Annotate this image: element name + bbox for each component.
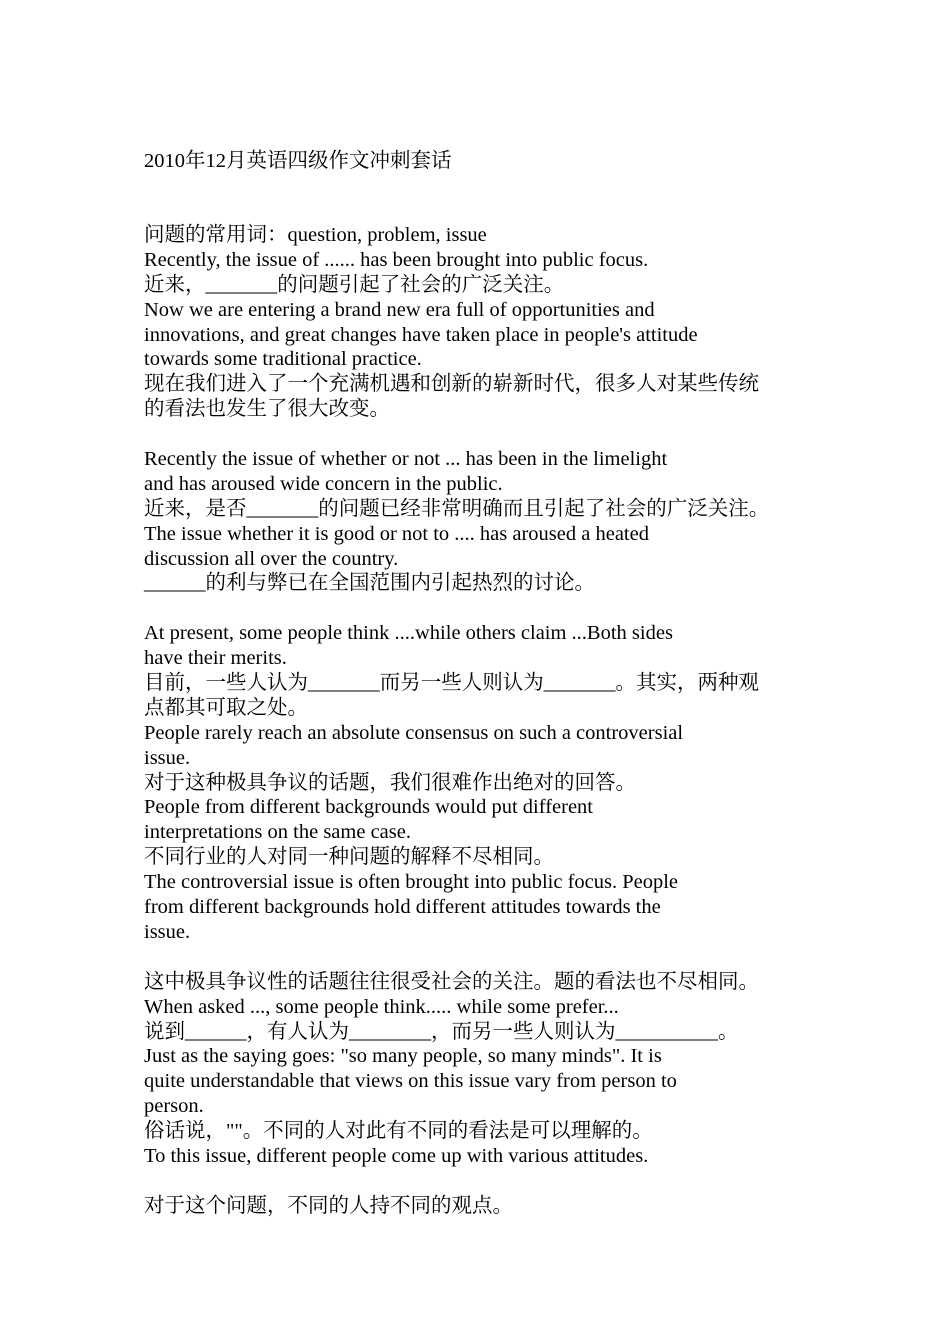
text-line: When asked ..., some people think..... while some prefer... — [144, 995, 619, 1018]
blank-line — [144, 1169, 844, 1194]
text-line: ______的利与弊已在全国范围内引起热烈的讨论。 — [144, 572, 595, 595]
text-line: and has aroused wide concern in the public. — [144, 472, 503, 495]
text-line: 的看法也发生了很大改变。 — [144, 398, 390, 421]
text-line: Now we are entering a brand new era full of opportunities and — [144, 298, 655, 321]
text-line: Recently the issue of whether or not ... has been in the limelight — [144, 448, 668, 471]
text-line: interpretations on the same case. — [144, 821, 411, 844]
text-line: 对于这种极具争议的话题，我们很难作出绝对的回答。 — [144, 771, 636, 794]
text-line: 不同行业的人对同一种问题的解释不尽相同。 — [144, 846, 554, 869]
text-line: 现在我们进入了一个充满机遇和创新的崭新时代，很多人对某些传统 — [144, 373, 759, 396]
text-line: have their merits. — [144, 647, 287, 670]
text-line: 说到______，有人认为________，而另一些人则认为__________。 — [144, 1020, 739, 1043]
text-line: 近来，是否_______的问题已经非常明确而且引起了社会的广泛关注。 — [144, 497, 770, 520]
text-line: 问题的常用词：question, problem, issue — [144, 224, 487, 246]
text-line: 俗话说，""。不同的人对此有不同的看法是可以理解的。 — [144, 1120, 653, 1143]
blank-line — [144, 596, 844, 621]
text-line: from different backgrounds hold different attitudes towards the — [144, 896, 661, 919]
text-line: 对于这个问题，不同的人持不同的观点。 — [144, 1194, 513, 1217]
text-line: innovations, and great changes have taken place in people's attitude — [144, 323, 698, 346]
document-title: 2010年12月英语四级作文冲刺套话 — [144, 150, 452, 172]
text-line: discussion all over the country. — [144, 547, 399, 570]
text-line: People rarely reach an absolute consensus on such a controversial — [144, 721, 684, 744]
text-line: At present, some people think ....while others claim ...Both sides — [144, 622, 673, 645]
text-line: The controversial issue is often brought into public focus. People — [144, 871, 679, 894]
text-line: Just as the saying goes: "so many people, so many minds". It is — [144, 1045, 662, 1068]
document-body — [144, 223, 844, 1219]
text-line: person. — [144, 1095, 204, 1118]
text-line: issue. — [144, 920, 191, 943]
text-line: People from different backgrounds would put different — [144, 796, 593, 819]
text-line: To this issue, different people come up with various attitudes. — [144, 1144, 649, 1167]
blank-line — [144, 945, 844, 970]
text-line: The issue whether it is good or not to .... has aroused a heated — [144, 522, 649, 545]
text-line: Recently, the issue of ...... has been brought into public focus. — [144, 248, 649, 271]
text-line: 这中极具争议性的话题往往很受社会的关注。题的看法也不尽相同。 — [144, 970, 759, 993]
text-line: quite understandable that views on this issue vary from person to — [144, 1070, 677, 1093]
text-line: 点都其可取之处。 — [144, 696, 308, 719]
text-line: 近来，_______的问题引起了社会的广泛关注。 — [144, 273, 565, 296]
text-line: towards some traditional practice. — [144, 348, 422, 371]
text-line: issue. — [144, 746, 191, 769]
blank-line — [144, 422, 844, 447]
text-line: 目前，一些人认为_______而另一些人则认为_______。其实，两种观 — [144, 672, 759, 695]
